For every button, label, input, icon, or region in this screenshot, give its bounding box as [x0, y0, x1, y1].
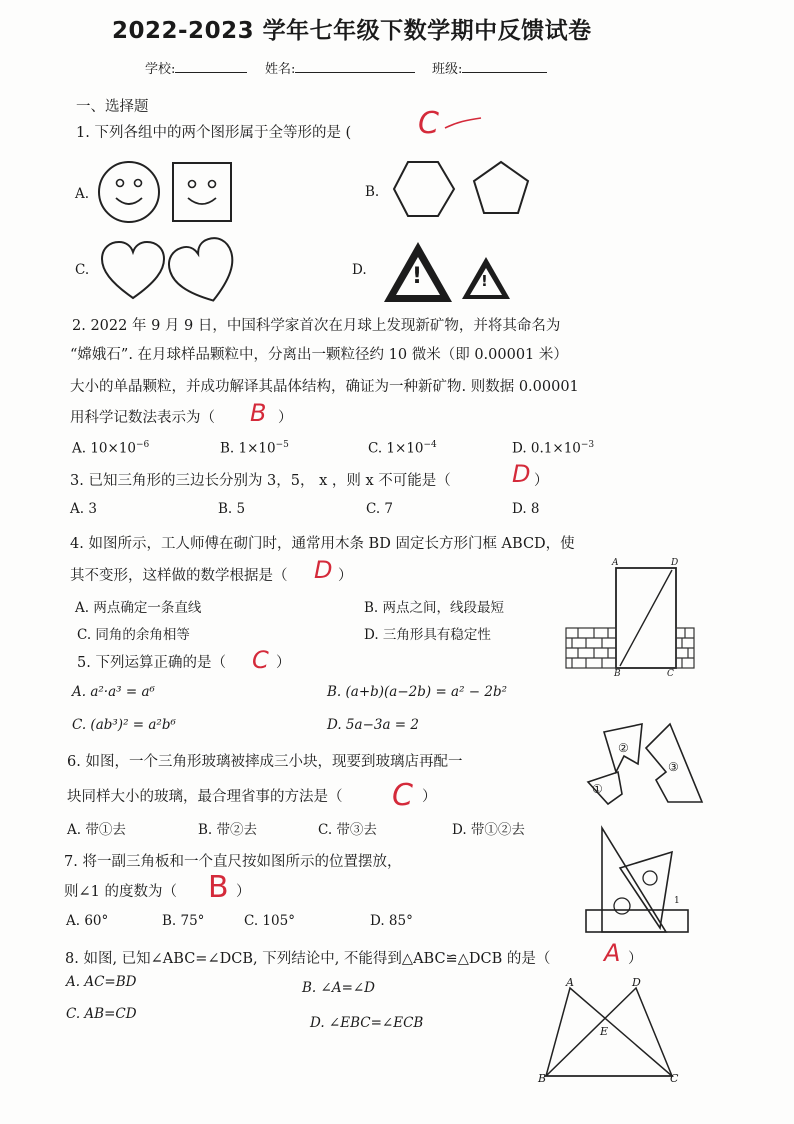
- glass-shards-diagram: [584, 720, 704, 820]
- q8-option-a[interactable]: A. AC=BD: [66, 974, 137, 990]
- q2-option-b-text: B. 1×10: [220, 440, 276, 457]
- q7-handwritten-answer: B: [208, 870, 229, 905]
- q1-handwritten-answer: C: [418, 106, 439, 141]
- q3-option-b[interactable]: B. 5: [218, 501, 246, 517]
- q3-close: ）: [534, 473, 549, 489]
- q2-line2: “嫦娥石”. 在月球样品颗粒中，分离出一颗粒径约 10 微米（即 0.00001 米）: [70, 347, 568, 363]
- info-name: [265, 58, 415, 77]
- q1-option-c[interactable]: C.: [75, 262, 90, 278]
- q7-close: ）: [236, 884, 251, 900]
- q2-handwritten-answer: B: [250, 399, 267, 427]
- q6-line1: 6. 如图，一个三角形玻璃被摔成三小块，现要到玻璃店再配一: [67, 754, 463, 770]
- shard-label-2: ②: [618, 741, 629, 755]
- q1-option-d[interactable]: D.: [352, 262, 367, 278]
- heart-rotated-icon: [168, 238, 240, 306]
- q4-option-d[interactable]: D. 三角形具有稳定性: [364, 627, 491, 643]
- q4-label-c: C: [667, 669, 674, 679]
- q4-label-b: B: [614, 669, 621, 679]
- q2-line3: 大小的单晶颗粒，并成功解译其晶体结构，确证为一种新矿物. 则数据 0.00001: [70, 379, 579, 395]
- q1-option-b[interactable]: B.: [365, 184, 380, 200]
- q2-option-a[interactable]: [72, 440, 149, 457]
- shard-label-3: ③: [668, 760, 679, 774]
- section-heading: 一、选择题: [76, 99, 149, 115]
- q6-close: ）: [422, 789, 437, 805]
- q6-option-a[interactable]: A. 带①去: [67, 822, 126, 838]
- q3-option-d[interactable]: D. 8: [512, 501, 540, 517]
- name-field[interactable]: [295, 60, 415, 73]
- smiley-circle-icon: [97, 160, 167, 230]
- q5-stem: 5. 下列运算正确的是（: [77, 655, 226, 671]
- q7-line2: 则∠1 的度数为（: [64, 884, 177, 900]
- q8-close: ）: [628, 951, 643, 967]
- q6-line2: 块同样大小的玻璃，最合理省事的方法是（: [67, 789, 343, 805]
- q4-close: ）: [338, 568, 353, 584]
- q2-option-a-text: A. 10×10: [72, 440, 136, 457]
- q8-option-d[interactable]: D. ∠EBC=∠ECB: [310, 1015, 424, 1031]
- q2-option-d-text: D. 0.1×10: [512, 440, 581, 457]
- q3-handwritten-answer: D: [512, 460, 531, 488]
- q4-label-d: D: [671, 558, 679, 568]
- q2-option-b-exp: −5: [275, 440, 289, 450]
- hexagon-icon: [392, 160, 456, 220]
- info-class: [432, 58, 547, 77]
- warning-large-mark: !: [412, 264, 423, 289]
- q7-option-a[interactable]: A. 60°: [66, 913, 109, 929]
- q6-handwritten-answer: C: [392, 778, 413, 813]
- q5-option-a[interactable]: A. a²·a³ = a⁶: [72, 684, 155, 700]
- q7-line1: 7. 将一副三角板和一个直尺按如图所示的位置摆放，: [64, 854, 402, 870]
- q2-option-c-exp: −4: [423, 440, 437, 450]
- q4-line2: 其不变形，这样做的数学根据是（: [70, 568, 288, 584]
- q3-option-c[interactable]: C. 7: [366, 501, 394, 517]
- q1-answer-stroke: [425, 112, 485, 142]
- q8-label-d: D: [632, 976, 641, 989]
- class-field[interactable]: [462, 60, 547, 73]
- door-frame-diagram: [564, 566, 696, 676]
- q6-option-b[interactable]: B. 带②去: [198, 822, 258, 838]
- q7-angle-label: 1: [674, 896, 680, 906]
- q7-option-b[interactable]: B. 75°: [162, 913, 205, 929]
- q8-label-c: C: [670, 1072, 679, 1085]
- q4-label-a: A: [612, 558, 619, 568]
- q2-option-a-exp: −6: [136, 440, 150, 450]
- q2-option-c[interactable]: [368, 440, 437, 457]
- warning-small-mark: !: [481, 272, 488, 290]
- info-school: [145, 58, 247, 77]
- q6-option-d[interactable]: D. 带①②去: [452, 822, 525, 838]
- q2-line1: 2. 2022 年 9 月 9 日，中国科学家首次在月球上发现新矿物，并将其命名为: [72, 318, 561, 334]
- q8-label-e: E: [600, 1025, 609, 1038]
- q2-option-c-text: C. 1×10: [368, 440, 424, 457]
- q2-option-d[interactable]: [512, 440, 594, 457]
- q5-close: ）: [276, 655, 291, 671]
- q1-option-a[interactable]: A.: [75, 186, 90, 202]
- q5-handwritten-answer: C: [252, 646, 269, 674]
- name-label: 姓名:: [265, 62, 296, 77]
- q7-option-d[interactable]: D. 85°: [370, 913, 413, 929]
- q8-option-b[interactable]: B. ∠A=∠D: [302, 980, 376, 996]
- school-label: 学校:: [145, 62, 176, 77]
- q4-handwritten-answer: D: [314, 556, 333, 584]
- congruent-triangles-diagram: [540, 984, 680, 1084]
- q4-option-c[interactable]: C. 同角的余角相等: [77, 627, 190, 643]
- q8-label-b: B: [538, 1072, 547, 1085]
- q2-option-b[interactable]: [220, 440, 289, 457]
- q5-option-d[interactable]: D. 5a−3a = 2: [327, 717, 419, 733]
- q4-option-b[interactable]: B. 两点之间，线段最短: [364, 600, 505, 616]
- q1-stem: 1. 下列各组中的两个图形属于全等形的是 (: [76, 125, 352, 141]
- q7-option-c[interactable]: C. 105°: [244, 913, 295, 929]
- q2-line4: 用科学记数法表示为（: [70, 410, 215, 426]
- q8-label-a: A: [566, 976, 574, 989]
- page-title: 2022-2023 学年七年级下数学期中反馈试卷: [112, 18, 592, 44]
- school-field[interactable]: [175, 60, 247, 73]
- q6-option-c[interactable]: C. 带③去: [318, 822, 377, 838]
- q5-option-b[interactable]: B. (a+b)(a−2b) = a² − 2b²: [327, 684, 508, 700]
- smiley-square-icon: [172, 162, 234, 224]
- class-label: 班级:: [432, 62, 463, 77]
- q8-handwritten-answer: A: [604, 939, 621, 967]
- q3-option-a[interactable]: A. 3: [70, 501, 97, 517]
- q8-stem: 8. 如图, 已知∠ABC=∠DCB, 下列结论中, 不能得到△ABC≌△DCB 的是（: [65, 951, 551, 967]
- pentagon-icon: [472, 160, 530, 218]
- q4-option-a[interactable]: A. 两点确定一条直线: [75, 600, 202, 616]
- heart-icon: [100, 240, 170, 302]
- q5-option-c[interactable]: C. (ab³)² = a²b⁶: [72, 717, 176, 733]
- set-square-diagram: [584, 824, 694, 936]
- q2-close: ）: [278, 410, 293, 426]
- q8-option-c[interactable]: C. AB=CD: [66, 1006, 137, 1022]
- q2-option-d-exp: −3: [580, 440, 595, 450]
- q4-line1: 4. 如图所示，工人师傅在砌门时，通常用木条 BD 固定长方形门框 ABCD，使: [70, 536, 575, 552]
- shard-label-1: ①: [592, 782, 603, 796]
- q3-stem: 3. 已知三角形的三边长分别为 3，5， x ，则 x 不可能是（: [70, 473, 451, 489]
